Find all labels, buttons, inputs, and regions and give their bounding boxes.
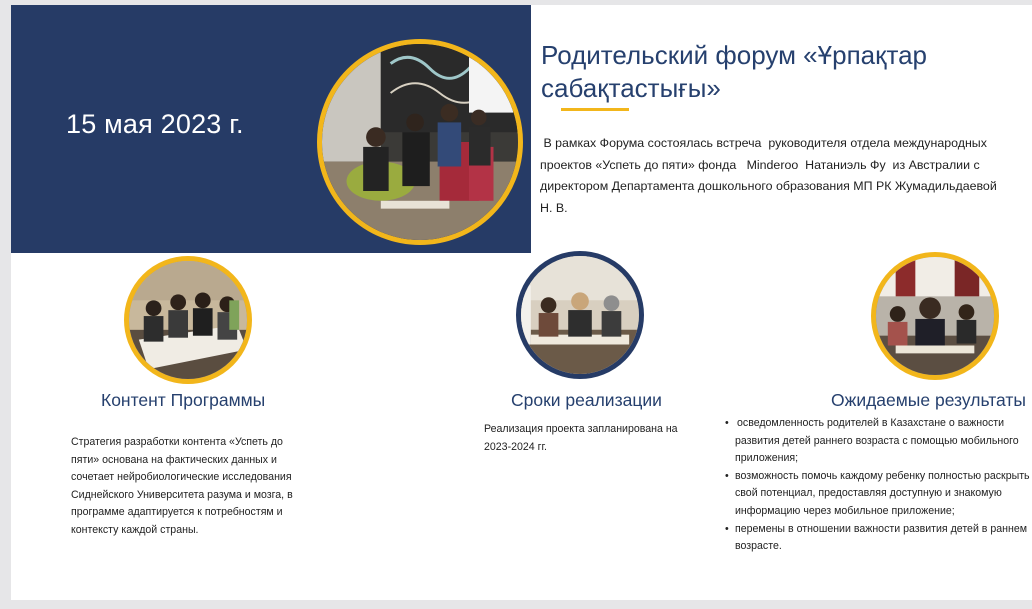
bullet-glyph: • (725, 522, 729, 535)
text-line: Сиднейского Университета разума и мозга, в (71, 488, 293, 501)
content-program-text (71, 434, 326, 540)
text-line: осведомленность родителей в Казахстане о важности (737, 417, 1005, 429)
expected-results-list (725, 415, 1032, 556)
text-line: свой потенциал, предоставляя доступную и знакомую (735, 487, 1002, 500)
text-line: сочетает нейробиологические исследования (71, 471, 292, 484)
text-line: информацию через мобильное приложение; (735, 504, 955, 517)
page-title (541, 39, 1001, 105)
text-line: программе адаптируется к потребностям и (71, 506, 283, 519)
section-title-results: Ожидаемые результаты (831, 390, 1026, 410)
event-date: 15 мая 2023 г. (66, 109, 244, 139)
text-line: контексту каждой страны. (71, 523, 199, 536)
intro-line: проектов «Успеть до пяти» фонда Minderoo Натаниэль Фу из Австралии с (540, 157, 980, 172)
text-line: 2023-2024 гг. (484, 440, 547, 453)
content-program-photo (124, 256, 252, 384)
text-line: Реализация проекта запланирована на (484, 423, 678, 435)
slide (11, 5, 1032, 600)
expected-results-photo (871, 252, 999, 380)
intro-paragraph (540, 133, 1032, 219)
section-title-content: Контент Программы (101, 390, 266, 410)
list-item (725, 415, 1032, 468)
text-line: возрасте. (735, 540, 782, 553)
bullet-glyph: • (725, 469, 729, 482)
page-title-line-1: Родительский форум «Ұрпақтар (541, 40, 928, 70)
section-title-timeline: Сроки реализации (511, 390, 662, 410)
text-line: развития детей раннего возраста с помощью мобильного (735, 434, 1019, 447)
timeline-text (484, 421, 714, 456)
text-line: возможность помочь каждому ребенку полностью раскрыть (735, 469, 1030, 482)
text-line: Стратегия разработки контента «Успеть до (71, 436, 283, 448)
text-line: пяти» основана на фактических данных и (71, 453, 277, 466)
title-accent-line (561, 108, 629, 111)
intro-line: директором Департамента дошкольного образования МП РК Жумадильдаевой (540, 179, 997, 193)
forum-hero-photo (317, 39, 523, 245)
bullet-glyph: • (725, 417, 729, 429)
intro-line: Н. В. (540, 200, 568, 215)
intro-line: В рамках Форума состоялась встреча руководителя отдела международных (540, 136, 987, 150)
text-line: приложения; (735, 452, 799, 465)
page-title-line-2: сабақтастығы» (541, 73, 721, 103)
list-item (725, 521, 1032, 556)
list-item (725, 468, 1032, 521)
timeline-photo (516, 251, 644, 379)
text-line: перемены в отношении важности развития детей в раннем (735, 522, 1028, 535)
